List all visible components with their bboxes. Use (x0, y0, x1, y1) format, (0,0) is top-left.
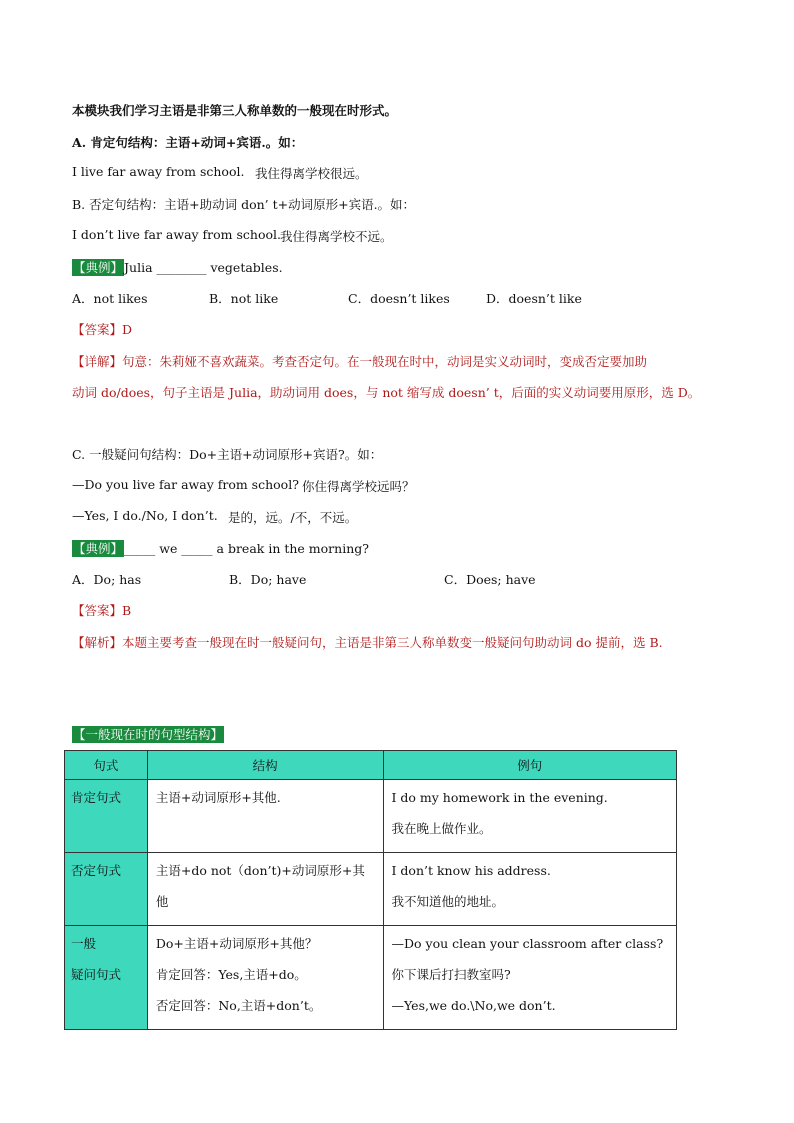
a-heading: A. 肯定句结构：主语+动词+宾语.。如： (72, 135, 304, 150)
example-en: —Do you clean your classroom after class? (391, 936, 664, 951)
b-example-en: I don’t live far away from school. (72, 227, 281, 242)
example2-question-text: _____ we _____ a break in the morning? (124, 541, 369, 556)
intro-text: 本模块我们学习主语是非第三人称单数的一般现在时形式。 (72, 103, 398, 118)
c-example1-en: —Do you live far away from school? (72, 477, 299, 492)
detail-text-1: 句意：朱莉娅不喜欢蔬菜。考查否定句。在一般现在时中，动词是实义动词时，变成否定要加助 (122, 354, 648, 369)
analysis-text: 本题主要考查一般现在时一般疑问句，主语是非第三人称单数变一般疑问句助动词 do 提前，选 B. (122, 635, 663, 650)
row-example (383, 926, 677, 1030)
sentence-structure-table (64, 750, 677, 1030)
example2-tag: 【典例】 (73, 541, 124, 556)
example-zh: 我不知道他的地址。 (391, 894, 505, 909)
structure-text: 主语+动词原形+其他. (155, 790, 281, 805)
type-text: 疑问句式 (71, 967, 122, 982)
structure-text: 否定回答：No,主语+don’t。 (155, 998, 322, 1013)
answer-value: D (122, 322, 133, 337)
section-c-example2 (72, 508, 358, 525)
section-a-heading (72, 133, 303, 151)
table-row (65, 853, 677, 926)
example1-question (72, 258, 283, 276)
example-en: I do my homework in the evening. (391, 790, 608, 805)
example2-answer (72, 601, 131, 619)
example1-tag: 【典例】 (73, 260, 124, 275)
b-example-zh: 我住得离学校不远。 (280, 229, 393, 244)
c-example2-en: —Yes, I do./No, I don’t. (72, 508, 218, 523)
structure-text: 主语+do not（don’t)+动词原形+其他 (155, 863, 365, 909)
answer-tag: 【答案】 (72, 322, 123, 337)
row-structure (147, 926, 383, 1030)
section-b-heading: B. 否定句结构：主语+助动词 don’ t+动词原形+宾语.。如： (72, 197, 416, 212)
structure-text: 肯定回答：Yes,主语+do。 (155, 967, 307, 982)
a-example-zh: 我住得离学校很远。 (255, 166, 368, 181)
header-example: 例句 (383, 751, 677, 780)
option-a: A．not likes (72, 291, 148, 306)
section-a-example (72, 164, 368, 181)
type-text: 肯定句式 (71, 790, 122, 805)
option-b: B．Do; have (229, 572, 307, 587)
table-header-row (65, 751, 677, 780)
option-d: D．doesn’t like (486, 291, 582, 306)
a-example-en: I live far away from school. (72, 164, 245, 179)
option-a: A．Do; has (72, 572, 142, 587)
header-type: 句式 (65, 751, 148, 780)
row-type (65, 780, 148, 853)
section-c-example1 (72, 477, 415, 494)
type-text: 一般 (71, 936, 97, 951)
answer-value: B (122, 603, 132, 618)
example-zh: 我在晚上做作业。 (391, 821, 492, 836)
row-example (383, 780, 677, 853)
example1-answer (72, 320, 132, 338)
answer-tag: 【答案】 (72, 603, 123, 618)
option-c: C．Does; have (444, 572, 536, 587)
c-example2-zh: 是的，远。/不，不远。 (228, 510, 358, 525)
example-zh: 你下课后打扫教室吗? (391, 967, 511, 982)
example2-options (72, 570, 536, 588)
option-c: C．doesn’t likes (348, 291, 450, 306)
example1-options (72, 289, 582, 307)
row-example (383, 853, 677, 926)
analysis-tag: 【解析】 (72, 635, 123, 650)
table-row (65, 780, 677, 853)
example2-question (72, 539, 369, 557)
c-example1-zh: 你住得离学校远吗？ (302, 479, 415, 494)
option-b: B．not like (209, 291, 279, 306)
structure-text: Do+主语+动词原形+其他？ (155, 936, 318, 951)
detail-tag: 【详解】 (72, 354, 123, 369)
header-structure: 结构 (147, 751, 383, 780)
example1-question-text: Julia ________ vegetables. (124, 260, 283, 275)
example-en: I don’t know his address. (391, 863, 551, 878)
row-structure (147, 780, 383, 853)
row-type (65, 853, 148, 926)
section-b-example (72, 227, 393, 244)
table-row (65, 926, 677, 1030)
example2-analysis (72, 633, 663, 651)
table-tag: 【一般现在时的句型结构】 (73, 727, 224, 742)
example1-detail-line1 (72, 352, 647, 370)
row-structure (147, 853, 383, 926)
section-c-heading: C. 一般疑问句结构：Do+主语+动词原形+宾语?。如： (72, 447, 383, 462)
row-type (65, 926, 148, 1030)
example1-detail-line2: 动词 do/does，句子主语是 Julia，助动词用 does，与 not 缩写成 doesn’ t，后面的实义动词要用原形，选 D。 (72, 385, 701, 400)
table-title (72, 725, 224, 743)
example-en: —Yes,we do.\No,we don’t. (391, 998, 556, 1013)
type-text: 否定句式 (71, 863, 122, 878)
